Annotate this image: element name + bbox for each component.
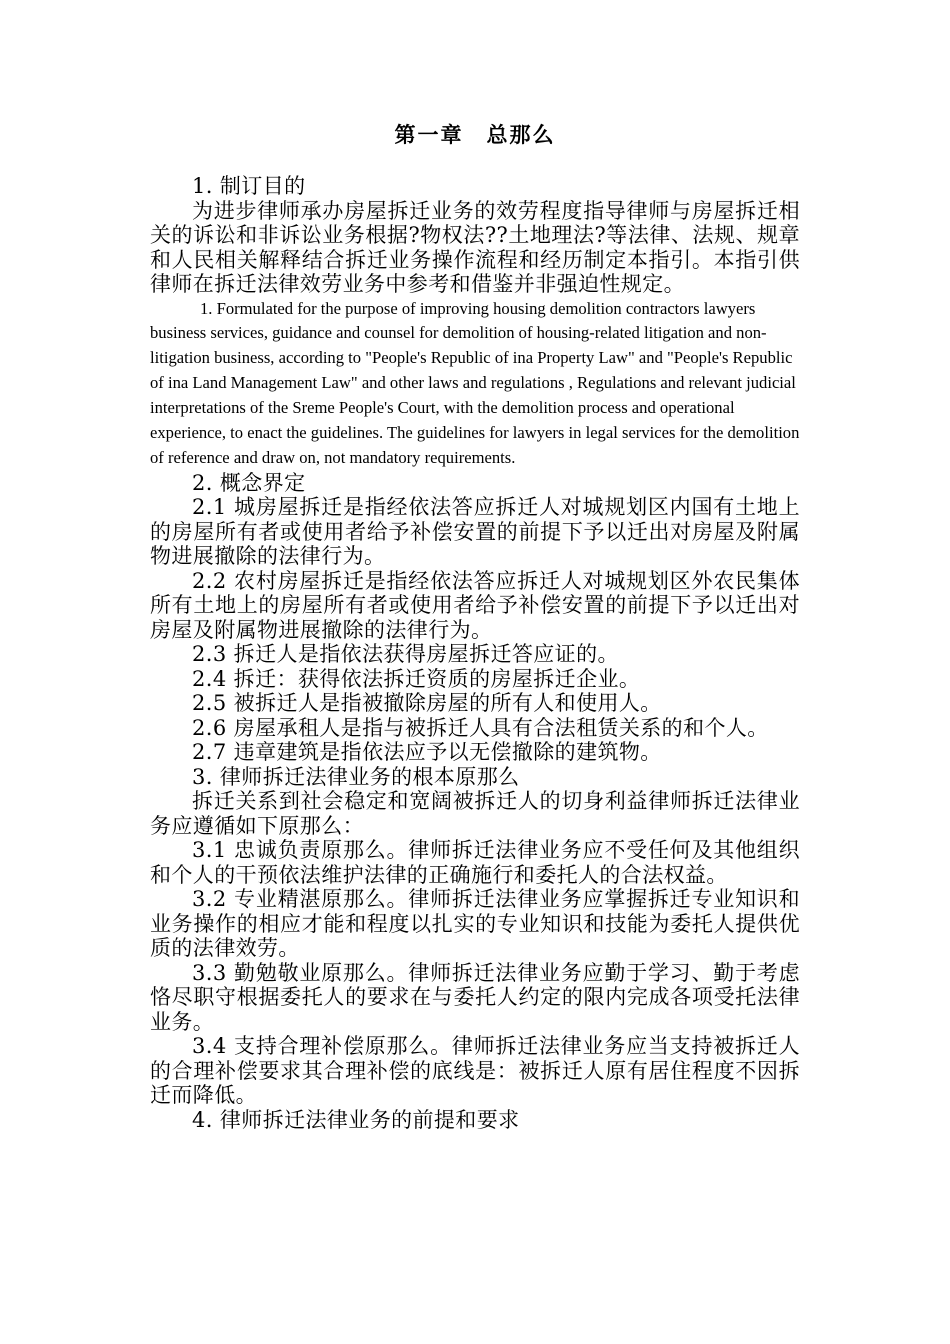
definition-urban-demolition: 2.1 城房屋拆迁是指经依法答应拆迁人对城规划区内国有土地上的房屋所有者或使用者给予补偿安置的前提下予以迁出对房屋及附属物进展撤除的法律行为。 — [150, 495, 800, 569]
paragraph-english-translation: 1. Formulated for the purpose of improving housing demolition contractors lawyers business services, guidance and counsel for demolition of housing-related litigation and non-litigation business, according to "People's Republic of ina Property Law" and "People's Republic of ina Land Management Law" and other laws and regulations , Regulations and relevant judicial interpretations of the Sreme People's Court, with the demolition process and operational experience, to enact the guidelines. The guidelines for lawyers in legal services for the demolition of reference and draw on, not mandatory requirements. — [150, 298, 800, 467]
heading-purpose: 1. 制订目的 — [192, 174, 306, 198]
chapter-title: 第一章 总那么 — [394, 122, 556, 147]
paragraph-principles-intro: 拆迁关系到社会稳定和宽阔被拆迁人的切身利益律师拆迁法律业务应遵循如下原那么： — [150, 789, 800, 838]
principle-diligence: 3.3 勤勉敬业原那么。律师拆迁法律业务应勤于学习、勤于考虑恪尽职守根据委托人的要求在与委托人约定的限内完成各项受托法律业务。 — [150, 960, 800, 1034]
definition-rural-demolition: 2.2 农村房屋拆迁是指经依法答应拆迁人对城规划区外农民集体所有土地上的房屋所有者或使用者给予补偿安置的前提下予以迁出对房屋及附属物进展撤除的法律行为。 — [150, 568, 800, 642]
principle-loyalty: 3.1 忠诚负责原那么。律师拆迁法律业务应不受任何及其他组织和个人的干预依法维护法律的正确施行和委托人的合法权益。 — [150, 838, 800, 887]
definition-relocated-party: 2.5 被拆迁人是指被撤除房屋的所有人和使用人。 — [192, 691, 662, 716]
definition-illegal-building: 2.7 违章建筑是指依法应予以无偿撤除的建筑物。 — [192, 740, 662, 765]
definition-demolisher: 2.3 拆迁人是指依法获得房屋拆迁答应证的。 — [192, 642, 619, 667]
heading-definitions: 2. 概念界定 — [192, 470, 306, 495]
heading-principles: 3. 律师拆迁法律业务的根本原那么 — [192, 764, 520, 789]
document-body — [150, 118, 800, 1132]
definition-demolition-company: 2.4 拆迁：获得依法拆迁资质的房屋拆迁企业。 — [192, 666, 641, 691]
principle-compensation: 3.4 支持合理补偿原那么。律师拆迁法律业务应当支持被拆迁人的合理补偿要求其合理补偿的底线是：被拆迁人原有居住程度不因拆迁而降低。 — [150, 1034, 800, 1108]
paragraph-purpose: 为进步律师承办房屋拆迁业务的效劳程度指导律师与房屋拆迁相关的诉讼和非诉讼业务根据?物权法??土地理法?等法律、法规、规章和人民相关解释结合拆迁业务操作流程和经历制定本指引。本指引供律师在拆迁法律效劳业务中参考和借鉴并非强迫性规定。 — [150, 198, 800, 296]
heading-requirements: 4. 律师拆迁法律业务的前提和要求 — [192, 1107, 520, 1132]
definition-tenant: 2.6 房屋承租人是指与被拆迁人具有合法租赁关系的和个人。 — [192, 715, 769, 740]
principle-expertise: 3.2 专业精湛原那么。律师拆迁法律业务应掌握拆迁专业知识和业务操作的相应才能和程度以扎实的专业知识和技能为委托人提供优质的法律效劳。 — [150, 887, 800, 961]
